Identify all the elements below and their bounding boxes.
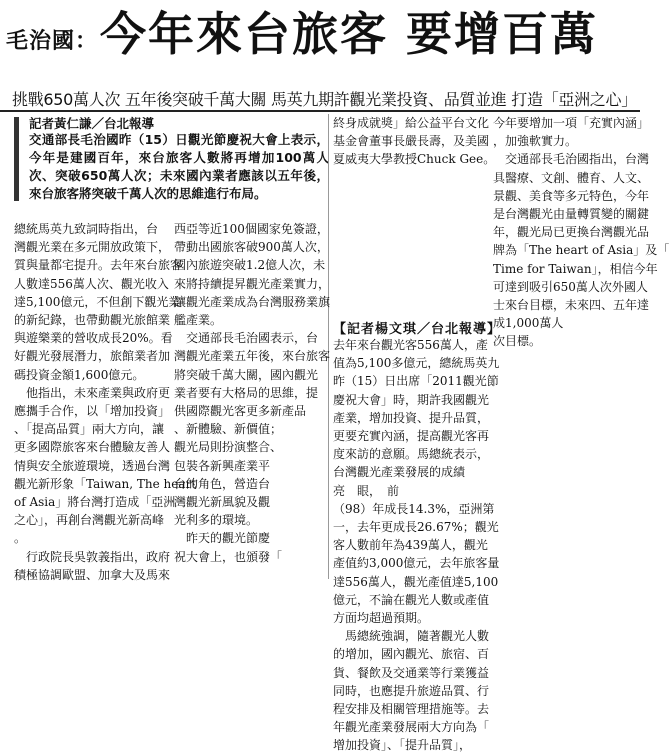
second-article-byline: 【記者楊文琪／台北報導】 xyxy=(333,322,502,337)
lede-text: 交通部長毛治國昨（15）日觀光節慶祝大會上表示，今年是建國百年，來台旅客人數將再增加100萬人次、突破650萬人次；未來國內業者應該以五年後，來台旅客將突破千萬人次的思維進行布局。 xyxy=(29,132,329,201)
subheadline: 挑戰650萬人次 五年後突破千萬大關 馬英九期許觀光業投資、品質並進 打造「亞洲之心」 xyxy=(12,90,637,109)
headline: 今年來台旅客 要增百萬 xyxy=(100,7,599,61)
column-divider xyxy=(328,114,329,579)
article-column-3-top: 終身成就獎」給公益平台文化 基金會董事長嚴長壽，及美國 夏威夷大學教授Chuck Gee。 xyxy=(333,116,496,167)
article-column-4: 今年要增加一項「充實內涵」 ，加強軟實力。 交通部長毛治國指出，台灣 具醫療、文創、體育、人文、 景觀、美食等多元特色，今年 是台灣觀光由量轉質變的關鍵 年，觀光局已更換台灣觀光品 牌為「The heart of Asia」及「 Time for Taiwan」，相信今年 可達到吸引650萬人次外國人 士來台目標，未來四、五年達 成1,000萬人 次目標。 xyxy=(493,116,669,349)
headline-person: 毛治國： xyxy=(6,29,99,54)
article-column-3: 去年來台觀光客556萬人，產 值為5,100多億元，總統馬英九 昨（15）日出席「2011觀光節 慶祝大會」時，期許我國觀光 產業，增加投資、提升品質， 更要充實內涵，提高觀光客再 度來訪的意願。馬總統表示， 台灣觀光產業發展的成績 亮 眼， 前 （98）年成長14.3%，亞洲第 一，去年更成長26.67%；觀光 客人數前年為439萬人，觀光 產值約3,000億元，去年旅客量 達556萬人，觀光產值達5,100 億元，不論在觀光人數或產值 方面均超過預期。 馬總統強調，隨著觀光人數 的增加，國內觀光、旅宿、百 貨、餐飲及交通業等行業獲益 同時，也應提升旅遊品質、行 程安排及相關管理措施等。去 年觀光產業發展兩大方向為「 增加投資」、「提升品質」， xyxy=(333,338,500,753)
lede-accent-bar xyxy=(14,117,19,201)
lede-byline: 記者黃仁謙／台北報導 xyxy=(29,116,155,131)
article-column-1: 總統馬英九致詞時指出，台 灣觀光業在多元開放政策下， 質與量都宅提升。去年來台旅客 人數達556萬人次、觀光收入 達5,100億元，不但創下觀光業 的新紀錄，也帶動觀光旅館業 與遊樂業的營收成長20%。看 好觀光發展潛力，旅館業者加 碼投資金額1,600億元。 他指出，未來產業與政府更 應攜手合作，以「增加投資」 、「提高品質」兩大方向，讓 更多國際旅客來台體驗友善人 情與安全旅遊環境，透過台灣 觀光新形象「Taiwan, The heart of Asia」將台灣打造成「亞洲 之心」，再創台灣觀光新高峰 。 行政院長吳敦義指出，政府 積極協調歐盟、加拿大及馬來 xyxy=(14,222,197,582)
headline-divider xyxy=(0,110,640,112)
lede-block xyxy=(14,114,330,206)
article-column-2: 西亞等近100個國家免簽證， 帶動出國旅客破900萬人次， 國內旅遊突破1.2億人次，未 來將持續提昇觀光產業實力， 讓觀光產業成為台灣服務業旗 艦產業。 交通部長毛治國表示，台 灣觀光產業五年後，來台旅客 將突破千萬大關，國內觀光 業者要有大格局的思維，提 供國際觀光客更多新產品 、新體驗、新價值； 觀光局則扮演整合、 包裝各新興產業平 台的角色，營造台 灣觀光新風貌及觀 光利多的環境。 昨天的觀光節慶 祝大會上，也頒發「 xyxy=(174,222,331,564)
